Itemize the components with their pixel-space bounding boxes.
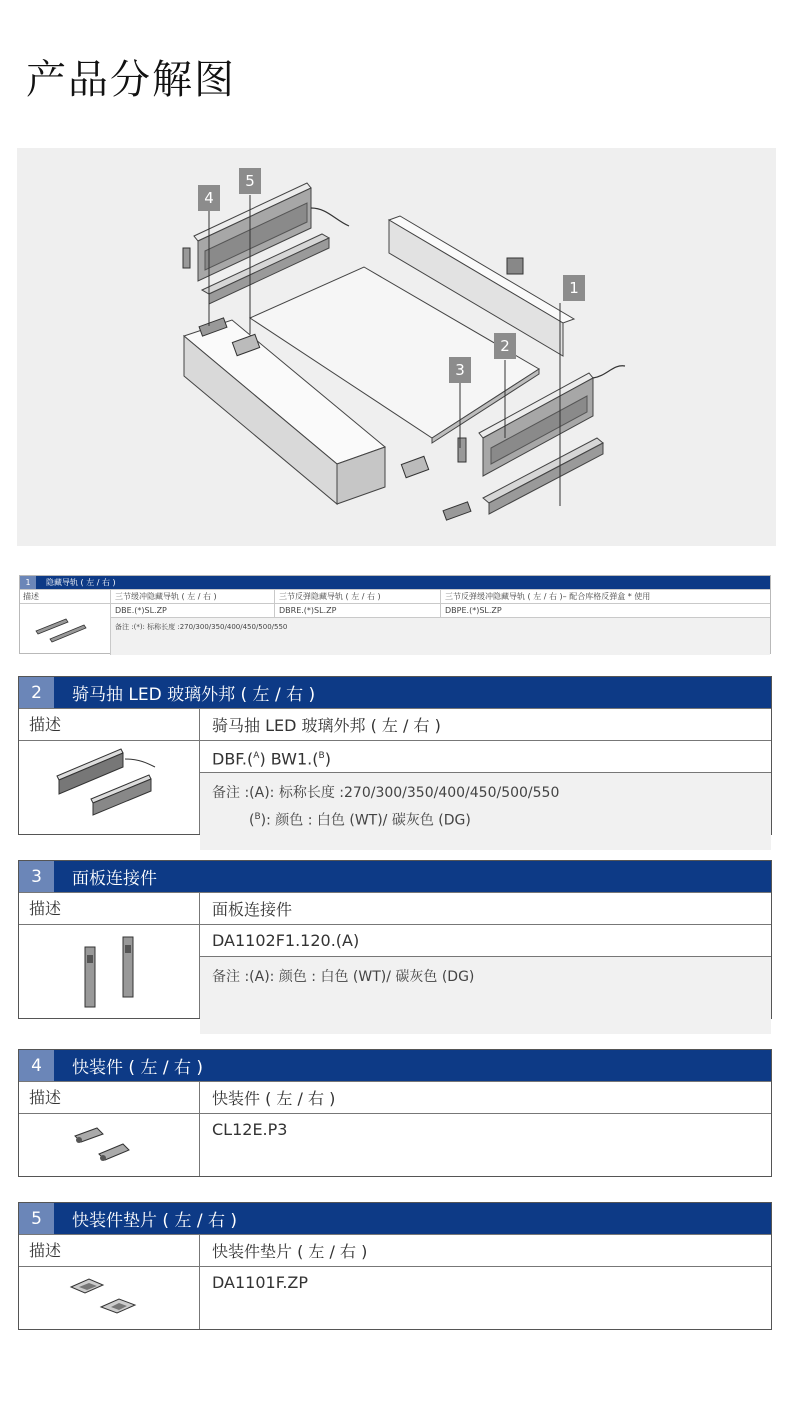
product-code: CL12E.P3 [212,1120,288,1139]
note [200,773,771,850]
code-part: DBF.( [212,749,254,769]
detail-row [19,740,771,834]
code-sup: B [318,751,325,761]
table-number: 1 [20,576,36,589]
table-quick-fix-shim [18,1202,772,1330]
detail-row [19,924,771,1018]
table-title: 骑马抽 LED 玻璃外邦 ( 左 / 右 ) [72,685,316,705]
table-row [20,603,770,655]
quick-fix-thumbnail [19,1114,200,1176]
callout-4: 4 [198,185,220,211]
product-image [19,1267,200,1329]
callout-2: 2 [494,333,516,359]
detail-row [19,1113,771,1176]
note-line: 备注 :(A): 标称长度 :270/300/350/400/450/500/550 [212,785,560,801]
desc-value: 快装件垫片 ( 左 / 右 ) [212,1242,368,1261]
table-title: 面板连接件 [72,869,157,889]
page-title: 产品分解图 [26,57,236,103]
table-number: 5 [19,1203,54,1234]
table-front-connector [18,860,772,1019]
desc-label: 描述 [20,590,111,603]
table-number: 2 [19,677,54,708]
table-number: 4 [19,1050,54,1081]
table-header [19,1050,771,1081]
table-quick-fix [18,1049,772,1177]
runner-thumbnail [22,609,108,649]
desc-value: 快装件 ( 左 / 右 ) [212,1089,336,1108]
callout-5: 5 [239,168,261,194]
code-1: DBE.(*)SL.ZP [111,604,275,617]
col-description-3: 三节反弹缓冲隐藏导轨 ( 左 / 右 )– 配合库格反弹盒 * 使用 [445,592,651,601]
desc-label: 描述 [19,893,200,924]
desc-row [19,708,771,740]
table-title: 快装件垫片 ( 左 / 右 ) [72,1211,238,1231]
product-code: DA1102F1.120.(A) [200,925,771,957]
callout-3: 3 [449,357,471,383]
product-code: DA1101F.ZP [212,1273,309,1292]
product-code [200,741,771,773]
table-concealed-runner [19,575,771,654]
code-2: DBRE.(*)SL.ZP [275,604,441,617]
note-line [212,805,759,833]
info [200,741,771,834]
code-part: ) BW1.( [259,749,319,769]
desc-label: 描述 [19,1235,200,1266]
table-title: 隐藏导轨 ( 左 / 右 ) [46,578,116,587]
col-description-1: 三节缓冲隐藏导轨 ( 左 / 右 ) [111,590,275,603]
info [200,1114,771,1176]
exploded-drawing [17,148,776,546]
desc-row [19,1234,771,1266]
callout-1: 1 [563,275,585,301]
info [200,925,771,1018]
table-header [19,861,771,892]
connector-thumbnail [19,925,200,1018]
table-header [19,677,771,708]
product-image [19,1114,200,1176]
table-row [20,589,770,603]
note-part: ): 颜色 : 白色 (WT)/ 碳灰色 (DG) [260,812,471,829]
table-title: 快装件 ( 左 / 右 ) [72,1058,204,1078]
product-image [20,604,111,655]
product-image [19,925,200,1018]
code-sup: A [253,751,260,761]
col-description-2: 三节反弹隐藏导轨 ( 左 / 右 ) [275,590,441,603]
note: 备注 :(*): 标称长度 :270/300/350/400/450/500/550 [111,618,770,655]
exploded-view-diagram [17,148,776,546]
codes-area [111,604,770,655]
shim-thumbnail [19,1267,200,1329]
note-part: ( [249,812,255,829]
desc-value: 面板连接件 [212,900,293,919]
note: 备注 :(A): 颜色 : 白色 (WT)/ 碳灰色 (DG) [200,957,771,1034]
product-image [19,741,200,834]
code-3: DBPE.(*)SL.ZP [445,606,502,615]
table-number: 3 [19,861,54,892]
table-led-glass-side [18,676,772,835]
desc-label: 描述 [19,709,200,740]
note-sup: B [254,812,261,822]
desc-value: 骑马抽 LED 玻璃外邦 ( 左 / 右 ) [212,716,441,735]
code-part: ) [324,749,331,769]
table-header [19,1203,771,1234]
desc-row [19,892,771,924]
detail-row [19,1266,771,1329]
glass-side-thumbnail [19,741,200,834]
desc-row [19,1081,771,1113]
desc-label: 描述 [19,1082,200,1113]
info [200,1267,771,1329]
table-header [20,576,770,589]
